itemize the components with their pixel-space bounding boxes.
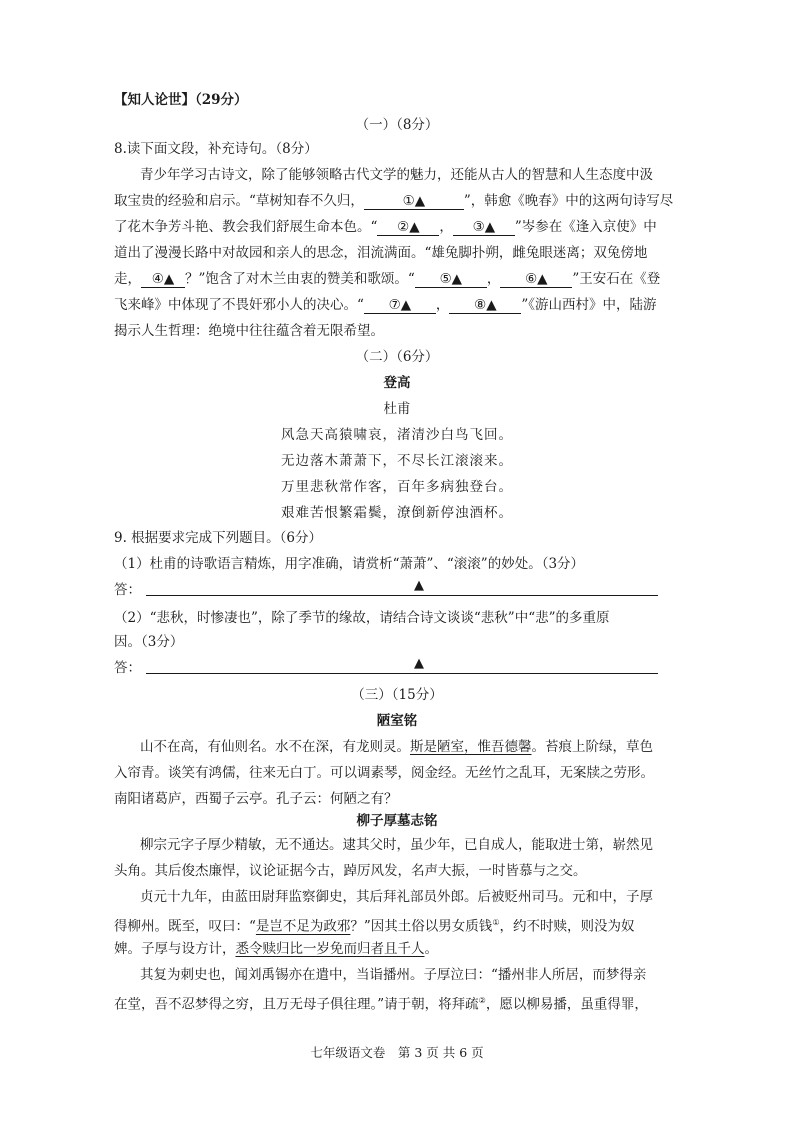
q8-text-line: 走， ④▲ ？”饱含了对木兰由衷的赞美和歌颂。“ ⑤▲ ， ⑥▲ ”王安石在《登 [114,271,661,287]
footnote-marker: ① [492,918,500,927]
footnote-marker: ② [478,996,486,1005]
text2-line: 得柳州。既至，叹曰：“是岂不足为政邪？”因其土俗以男女质钱①，约不时赎，则没为奴 [114,918,635,935]
question-9: 9. 根据要求完成下列题目。（6分） [114,530,323,546]
question-9-2: （2）“悲秋，时惨凄也”，除了季节的缘故，请结合诗文谈谈“悲秋”中“悲”的多重原 [114,610,610,626]
question-9-1: （1）杜甫的诗歌语言精炼，用字准确，请赏析“萧萧”、“滚滚”的妙处。（3分） [114,556,585,572]
underlined-phrase: 是岂不足为政邪 [255,918,351,935]
text2-line: 柳宗元字子厚少精敏，无不通达。逮其父时，虽少年，已自成人，能取进士第，崭然见 [140,837,653,853]
poem-line: 风急天高猿啸哀，渚清沙白鸟飞回。 [281,427,513,443]
text2-line: 头角。其后俊杰廉悍，议论证据今古，踔厉风发，名声大振，一时皆慕与之交。 [114,863,587,879]
part2-title: （二）（6分） [355,349,439,365]
poem-author: 杜甫 [383,401,411,417]
q8-text-line: 揭示人生哲理：绝境中往往蕴含着无限希望。 [114,323,384,339]
q8-text-line: 取宝贵的经验和启示。“草树知春不久归， ①▲ ”，韩愈《晚春》中的这两句诗写尽 [114,193,674,209]
underlined-phrase: 斯是陋室，惟吾德馨 [410,739,532,755]
text2-line: 在堂，吾不忍梦得之穷，且万无母子俱往理。”请于朝，将拜疏②，愿以柳易播，虽重得罪， [114,996,648,1013]
blank-3[interactable]: ③▲ [453,218,515,236]
poem-line: 万里悲秋常作客，百年多病独登台。 [281,479,513,495]
poem-line: 艰难苦恨繁霜鬓，潦倒新停浊酒杯。 [281,505,513,521]
text1-line: 南阳诸葛庐，西蜀子云亭。孔子云：何陋之有？ [114,791,398,807]
text2-line: 婢。子厚与设方计，悉令赎归比一岁免而归者且千人。 [114,941,438,957]
underlined-phrase: 悉令赎归比一岁免而归者且千人 [235,941,425,957]
blank-6[interactable]: ⑥▲ [500,270,572,288]
answer-line-1[interactable] [146,595,658,596]
text1-title: 陋室铭 [376,713,418,729]
text1-line: 山不在高，有仙则名。水不在深，有龙则灵。斯是陋室，惟吾德馨。苔痕上阶绿，草色 [140,739,653,755]
text2-title: 柳子厚墓志铭 [356,813,438,829]
q8-text-line: 飞来峰》中体现了不畏奸邪小人的决心。“ ⑦▲ ， ⑧▲ ”《游山西村》中，陆游 [114,297,657,313]
q8-text-line: 了花木争芳斗艳、教会我们舒展生命本色。“ ②▲ ， ③▲ ”岑参在《逢入京使》中 [114,219,657,235]
blank-2[interactable]: ②▲ [377,218,439,236]
blank-5[interactable]: ⑤▲ [415,270,487,288]
text2-line: 贞元十九年，由蓝田尉拜监察御史，其后拜礼部员外郎。后被贬州司马。元和中，子厚 [140,889,653,905]
part3-title: （三）（15分） [351,687,443,703]
question-9-2-cont: 因。（3分） [114,634,184,650]
part1-title: （一）（8分） [355,117,439,133]
answer-marker: ▲ [414,656,424,671]
answer-label: 答： [114,582,141,598]
text1-line: 入帘青。谈笑有鸿儒，往来无白丁。可以调素琴，阅金经。无丝竹之乱耳，无案牍之劳形。 [114,765,654,781]
blank-8[interactable]: ⑧▲ [449,296,521,314]
q8-text-line: 道出了漫漫长路中对故园和亲人的思念，泪流满面。“雄兔脚扑朔，雌兔眼迷离；双兔傍地 [114,245,648,261]
q8-text-line: 青少年学习古诗文，除了能够领略古代文学的魅力，还能从古人的智慧和人生态度中汲 [140,167,653,183]
page-footer: 七年级语文卷 第 3 页 共 6 页 [310,1045,484,1060]
answer-label: 答： [114,660,141,676]
blank-1[interactable]: ①▲ [364,192,464,210]
answer-marker: ▲ [414,578,424,593]
question-8: 8.读下面文段，补充诗句。（8分） [114,141,318,157]
blank-4[interactable]: ④▲ [141,270,185,288]
poem-line: 无边落木萧萧下，不尽长江滚滚来。 [281,453,513,469]
blank-7[interactable]: ⑦▲ [364,296,436,314]
section-header: 【知人论世】（29分） [114,92,248,108]
poem-title: 登高 [383,375,411,391]
text2-line: 其复为刺史也，闻刘禹锡亦在遣中，当诣播州。子厚泣曰：“播州非人所居，而梦得亲 [140,967,647,983]
answer-line-2[interactable] [146,673,658,674]
